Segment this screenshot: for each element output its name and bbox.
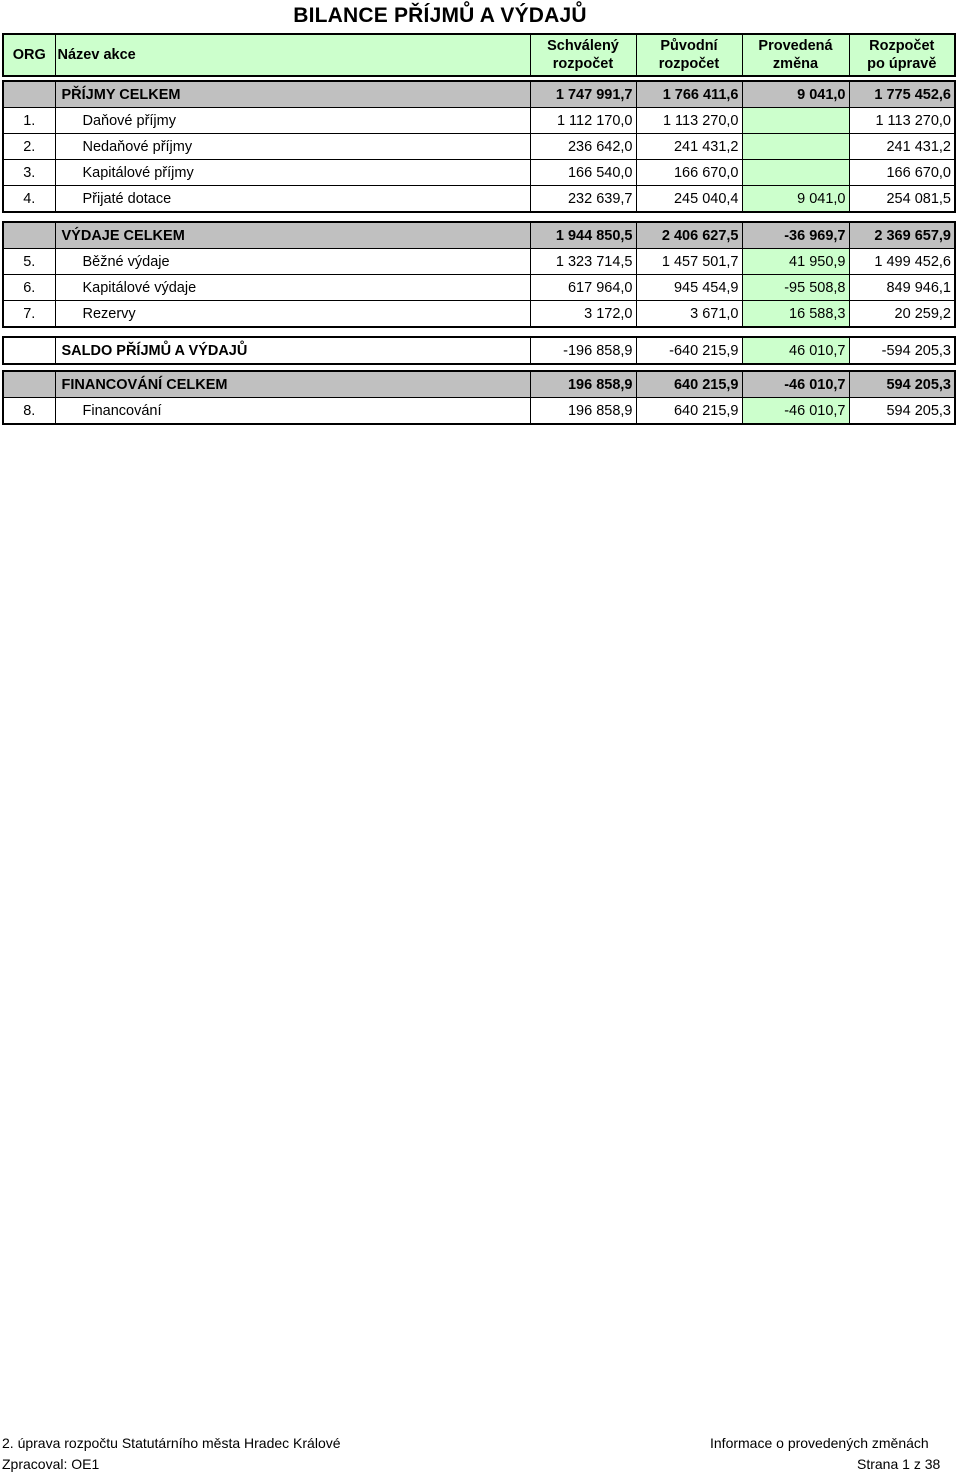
balance-section	[2, 336, 956, 365]
footer-document-title: 2. úprava rozpočtu Statutárního města Hradec Králové	[2, 1435, 341, 1451]
table-header	[2, 33, 956, 77]
expense-total-row: VÝDAJE CELKEM 1 944 850,5 2 406 627,5 -36 969,7 2 369 657,9	[3, 222, 955, 249]
income-total-row: PŘÍJMY CELKEM 1 747 991,7 1 766 411,6 9 041,0 1 775 452,6	[3, 81, 955, 108]
footer-processed-by: Zpracoval: OE1	[2, 1456, 100, 1472]
table-row: 8. Financování 196 858,9 640 215,9 -46 010,7 594 205,3	[3, 398, 955, 425]
header-adjusted: Rozpočet po úpravě	[849, 34, 955, 76]
income-section	[2, 80, 956, 213]
table-row: 4. Přijaté dotace 232 639,7 245 040,4 9 041,0 254 081,5	[3, 186, 955, 213]
row-label: PŘÍJMY CELKEM	[55, 81, 530, 108]
expense-section	[2, 221, 956, 328]
table-row: 3. Kapitálové příjmy 166 540,0 166 670,0 166 670,0	[3, 160, 955, 186]
header-change: Provedená změna	[742, 34, 849, 76]
header-approved: Schválený rozpočet	[530, 34, 636, 76]
page-title-text: BILANCE PŘÍJMŮ A VÝDAJŮ	[293, 4, 587, 27]
page-title	[0, 4, 960, 28]
table-row: 7. Rezervy 3 172,0 3 671,0 16 588,3 20 259,2	[3, 301, 955, 328]
table-row: 1. Daňové příjmy 1 112 170,0 1 113 270,0 1 113 270,0	[3, 108, 955, 134]
table-row: 6. Kapitálové výdaje 617 964,0 945 454,9 -95 508,8 849 946,1	[3, 275, 955, 301]
footer-page-number: Strana 1 z 38	[857, 1456, 941, 1472]
footer-info: Informace o provedených změnách	[710, 1435, 929, 1451]
header-name: Název akce	[55, 34, 530, 76]
financing-total-row: FINANCOVÁNÍ CELKEM 196 858,9 640 215,9 -46 010,7 594 205,3	[3, 371, 955, 398]
header-original: Původní rozpočet	[636, 34, 742, 76]
balance-row: SALDO PŘÍJMŮ A VÝDAJŮ -196 858,9 -640 215,9 46 010,7 -594 205,3	[3, 337, 955, 364]
header-org: ORG	[3, 34, 55, 76]
table-row: 2. Nedaňové příjmy 236 642,0 241 431,2 241 431,2	[3, 134, 955, 160]
financing-section	[2, 370, 956, 425]
table-row: 5. Běžné výdaje 1 323 714,5 1 457 501,7 41 950,9 1 499 452,6	[3, 249, 955, 275]
